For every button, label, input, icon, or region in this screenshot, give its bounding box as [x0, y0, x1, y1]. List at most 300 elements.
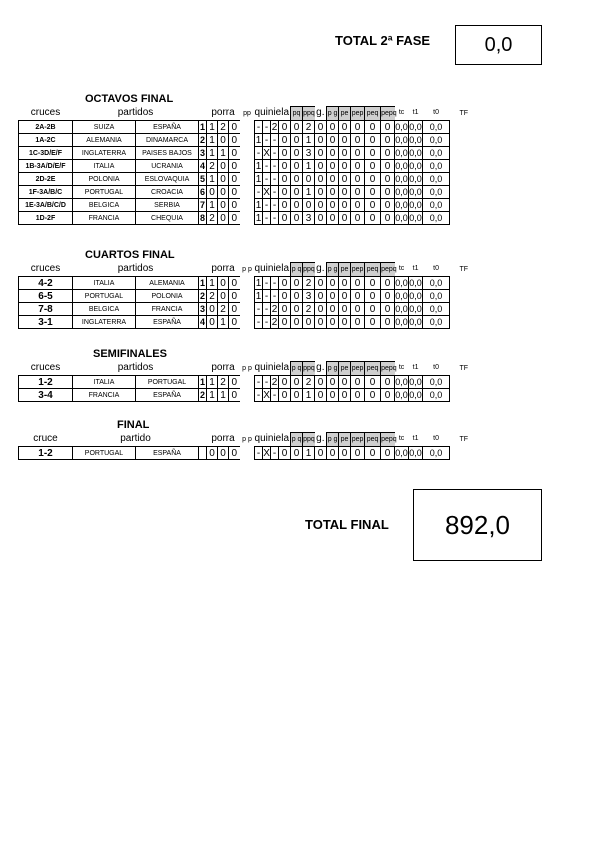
g-cell: 1 — [303, 134, 315, 147]
g-cell: 1 — [303, 186, 315, 199]
g-cell: 2 — [303, 121, 315, 134]
tc-cell: 0 — [381, 290, 395, 303]
table-row — [19, 376, 507, 389]
pp-cell: 0 — [229, 121, 240, 134]
quiniela-2: - — [271, 277, 279, 290]
quiniela-x: - — [263, 376, 271, 389]
gap-cell — [240, 316, 255, 329]
pep-cell: 0 — [339, 121, 351, 134]
ppq-cell: 0 — [291, 389, 303, 402]
quiniela-x: - — [263, 290, 271, 303]
cruce-cell: 2D-2E — [19, 173, 73, 186]
pe-cell: 0 — [327, 199, 339, 212]
ppq-cell: 0 — [291, 316, 303, 329]
col-g: g. — [316, 362, 325, 374]
t1-cell: 0,0 — [395, 121, 408, 132]
quiniela-1: - — [255, 316, 263, 329]
pg-cell: 0 — [315, 134, 327, 147]
porra-away: 1 — [218, 147, 229, 160]
team2-cell: ESPAÑA — [136, 389, 199, 402]
col-quiniela: quiniela — [254, 362, 290, 374]
t1-cell: 0,0 — [395, 447, 408, 458]
section-title: CUARTOS FINAL — [85, 249, 175, 261]
pq-cell: 0 — [279, 199, 291, 212]
t0-cell: 0,0 — [409, 186, 422, 197]
section-octavos — [18, 93, 507, 225]
tf-cell: 0,0 — [423, 147, 450, 160]
match-index: 7 — [200, 199, 206, 210]
quiniela-x: - — [263, 277, 271, 290]
t1-cell: 0,0 — [395, 212, 408, 223]
match-index: 3 — [200, 147, 206, 158]
g-cell: 3 — [303, 290, 315, 303]
team1-cell: FRANCIA — [73, 389, 136, 402]
col-pep: pep — [351, 362, 365, 376]
cruce-cell: 1E-3A/B/C/D — [19, 199, 73, 212]
pq-cell: 0 — [279, 290, 291, 303]
pg-cell: 0 — [315, 173, 327, 186]
col-tc: tc — [398, 435, 405, 443]
pg-cell: 0 — [315, 303, 327, 316]
quiniela-x: - — [263, 303, 271, 316]
t0-cell: 0,0 — [409, 160, 422, 171]
ppq-cell: 0 — [291, 447, 303, 460]
quiniela-1: - — [255, 303, 263, 316]
match-index: 5 — [200, 173, 206, 184]
pp-cell: 0 — [229, 277, 240, 290]
pg-cell: 0 — [315, 316, 327, 329]
pe-cell: 0 — [327, 186, 339, 199]
col-pepq: pepq — [381, 263, 395, 277]
t0-cell: 0,0 — [409, 277, 422, 288]
porra-away: 2 — [218, 303, 229, 316]
section-title: SEMIFINALES — [93, 348, 167, 360]
tf-cell: 0,0 — [423, 160, 450, 173]
t0-cell: 0,0 — [409, 376, 422, 387]
tc-cell: 0 — [381, 147, 395, 160]
cruce-cell: 1A-2C — [19, 134, 73, 147]
porra-away: 0 — [218, 134, 229, 147]
cruce-cell: 1-2 — [19, 376, 73, 389]
t1-cell: 0,0 — [395, 134, 408, 145]
ppq-cell: 0 — [291, 134, 303, 147]
col-pe: pe — [339, 107, 351, 121]
t0-cell: 0,0 — [409, 147, 422, 158]
tc-cell: 0 — [381, 303, 395, 316]
col-porra: porra — [211, 433, 235, 445]
g-cell: 2 — [303, 277, 315, 290]
team2-cell: PORTUGAL — [136, 376, 199, 389]
pp-cell: 0 — [229, 447, 240, 460]
team1-cell: SUIZA — [73, 121, 136, 134]
pp-cell: 0 — [229, 173, 240, 186]
porra-away: 0 — [218, 173, 229, 186]
total-final-value: 892,0 — [413, 489, 542, 561]
pepq-cell: 0 — [365, 121, 381, 134]
pg-cell: 0 — [315, 389, 327, 402]
quiniela-x: - — [263, 212, 271, 225]
pp-cell: 0 — [229, 290, 240, 303]
pp-cell: 0 — [229, 376, 240, 389]
pep-cell: 0 — [339, 277, 351, 290]
gap-cell — [240, 199, 255, 212]
col-pep: pep — [351, 263, 365, 277]
pep-cell: 0 — [339, 186, 351, 199]
team2-cell: ESPAÑA — [136, 447, 199, 460]
g-cell: 2 — [303, 376, 315, 389]
team2-cell: CHEQUIA — [136, 212, 199, 225]
peq-cell: 0 — [351, 277, 365, 290]
pepq-cell: 0 — [365, 277, 381, 290]
quiniela-x: - — [263, 316, 271, 329]
tf-cell: 0,0 — [423, 212, 450, 225]
pp-cell: 0 — [229, 147, 240, 160]
cruce-cell: 3-1 — [19, 316, 73, 329]
pep-cell: 0 — [339, 303, 351, 316]
g-cell: 1 — [303, 389, 315, 402]
gap-cell — [240, 447, 255, 460]
header-row — [19, 263, 507, 277]
quiniela-1: 1 — [255, 290, 262, 302]
col-idx-blank — [199, 107, 207, 121]
pq-cell: 0 — [279, 316, 291, 329]
tc-cell: 0 — [381, 376, 395, 389]
team2-cell: SERBIA — [136, 199, 199, 212]
porra-away: 1 — [218, 316, 229, 329]
tf-cell: 0,0 — [423, 389, 450, 402]
score-table — [18, 262, 507, 329]
t0-cell: 0,0 — [409, 389, 422, 400]
peq-cell: 0 — [351, 134, 365, 147]
pq-cell: 0 — [279, 186, 291, 199]
team2-cell: FRANCIA — [136, 303, 199, 316]
gap-cell — [240, 303, 255, 316]
t0-cell: 0,0 — [409, 316, 422, 327]
table-row — [19, 277, 507, 290]
gap-cell — [240, 389, 255, 402]
col-pepq: pepq — [381, 362, 395, 376]
col-partidos: partido — [120, 433, 151, 445]
ppq-cell: 0 — [291, 173, 303, 186]
pepq-cell: 0 — [365, 290, 381, 303]
col-pq: pq — [291, 107, 303, 121]
ppq-cell: 0 — [291, 376, 303, 389]
match-index: 1 — [200, 121, 206, 132]
col-pep: pep — [351, 433, 365, 447]
col-partidos: partidos — [117, 263, 154, 275]
t1-cell: 0,0 — [395, 160, 408, 171]
porra-home: 2 — [207, 290, 218, 303]
match-index: 4 — [200, 316, 206, 327]
t1-cell: 0,0 — [395, 199, 408, 210]
pq-cell: 0 — [279, 277, 291, 290]
pe-cell: 0 — [327, 160, 339, 173]
quiniela-1: 1 — [255, 134, 262, 146]
team1-cell: ALEMANIA — [73, 134, 136, 147]
pe-cell: 0 — [327, 134, 339, 147]
quiniela-1: 1 — [255, 199, 262, 211]
g-cell: 0 — [303, 173, 315, 186]
section-final — [18, 419, 507, 460]
pep-cell: 0 — [339, 199, 351, 212]
peq-cell: 0 — [351, 147, 365, 160]
col-porra: porra — [211, 362, 235, 374]
g-cell: 0 — [303, 199, 315, 212]
header-row — [19, 362, 507, 376]
col-ppq: ppq — [303, 107, 315, 121]
col-pe: pe — [339, 433, 351, 447]
section-title: OCTAVOS FINAL — [85, 93, 174, 105]
col-idx-blank — [199, 433, 207, 447]
quiniela-2: 2 — [271, 316, 278, 328]
pepq-cell: 0 — [365, 160, 381, 173]
pe-cell: 0 — [327, 447, 339, 460]
pp-cell: 0 — [229, 134, 240, 147]
col-porra: porra — [211, 107, 235, 119]
peq-cell: 0 — [351, 376, 365, 389]
pe-cell: 0 — [327, 173, 339, 186]
quiniela-1: - — [255, 121, 263, 134]
quiniela-2: - — [271, 134, 279, 147]
team1-cell: PORTUGAL — [73, 290, 136, 303]
table-row — [19, 147, 507, 160]
quiniela-1: 1 — [255, 173, 262, 185]
porra-home: 1 — [207, 173, 218, 186]
ppq-cell: 0 — [291, 121, 303, 134]
pq-cell: 0 — [279, 147, 291, 160]
peq-cell: 0 — [351, 290, 365, 303]
pep-cell: 0 — [339, 173, 351, 186]
col-t0: t0 — [433, 364, 439, 372]
g-cell: 0 — [303, 316, 315, 329]
quiniela-2: - — [271, 160, 279, 173]
col-ppq: ppq — [303, 362, 315, 376]
t0-cell: 0,0 — [409, 134, 422, 145]
gap-cell — [240, 376, 255, 389]
total-final-label: TOTAL FINAL — [305, 517, 389, 532]
quiniela-2: - — [271, 447, 279, 460]
team2-cell: PAISES BAJOS — [136, 147, 199, 160]
cruce-cell: 4-2 — [19, 277, 73, 290]
quiniela-2: - — [271, 173, 279, 186]
table-row — [19, 303, 507, 316]
quiniela-1: - — [255, 147, 263, 160]
t1-cell: 0,0 — [395, 277, 408, 288]
table-row — [19, 173, 507, 186]
col-t0: t0 — [433, 435, 439, 443]
porra-away: 0 — [218, 212, 229, 225]
pg-cell: 0 — [315, 160, 327, 173]
pepq-cell: 0 — [365, 316, 381, 329]
pp-cell: 0 — [229, 160, 240, 173]
team2-cell: UCRANIA — [136, 160, 199, 173]
porra-away: 0 — [218, 447, 229, 460]
quiniela-x: X — [263, 389, 270, 401]
col-g: g. — [316, 263, 325, 275]
tc-cell: 0 — [381, 160, 395, 173]
table-row — [19, 160, 507, 173]
col-pg: p g — [327, 263, 339, 277]
col-partidos: partidos — [117, 362, 154, 374]
quiniela-1: - — [255, 186, 263, 199]
quiniela-1: - — [255, 376, 263, 389]
cruce-cell: 3-4 — [19, 389, 73, 402]
cruce-cell: 1B-3A/D/E/F — [19, 160, 73, 173]
col-pp: p p — [242, 435, 252, 443]
pe-cell: 0 — [327, 376, 339, 389]
col-idx-blank — [199, 263, 207, 277]
col-tc: tc — [398, 265, 405, 273]
section-cuartos — [18, 249, 507, 329]
col-tc: tc — [398, 109, 405, 117]
pg-cell: 0 — [315, 447, 327, 460]
col-t1: t1 — [412, 265, 419, 273]
quiniela-1: 1 — [255, 160, 262, 172]
porra-away: 0 — [218, 160, 229, 173]
pep-cell: 0 — [339, 316, 351, 329]
pp-cell: 0 — [229, 199, 240, 212]
pe-cell: 0 — [327, 277, 339, 290]
tf-cell: 0,0 — [423, 186, 450, 199]
quiniela-2: - — [271, 186, 279, 199]
tc-cell: 0 — [381, 447, 395, 460]
tc-cell: 0 — [381, 389, 395, 402]
porra-home: 0 — [207, 316, 218, 329]
pg-cell: 0 — [315, 277, 327, 290]
pp-cell: 0 — [229, 316, 240, 329]
team1-cell: FRANCIA — [73, 212, 136, 225]
table-row — [19, 199, 507, 212]
section-semifinales — [18, 348, 507, 402]
team2-cell: POLONIA — [136, 290, 199, 303]
table-row — [19, 121, 507, 134]
ppq-cell: 0 — [291, 147, 303, 160]
g-cell: 3 — [303, 147, 315, 160]
porra-away: 1 — [218, 389, 229, 402]
t0-cell: 0,0 — [409, 212, 422, 223]
porra-home: 1 — [207, 134, 218, 147]
quiniela-1: - — [255, 447, 263, 460]
pg-cell: 0 — [315, 199, 327, 212]
col-quiniela: quiniela — [254, 263, 290, 275]
ppq-cell: 0 — [291, 186, 303, 199]
pq-cell: 0 — [279, 212, 291, 225]
cruce-cell: 6-5 — [19, 290, 73, 303]
gap-cell — [240, 160, 255, 173]
team1-cell: PORTUGAL — [73, 447, 136, 460]
t1-cell: 0,0 — [395, 316, 408, 327]
match-index: 2 — [200, 134, 206, 145]
porra-away: 2 — [218, 121, 229, 134]
pepq-cell: 0 — [365, 199, 381, 212]
pe-cell: 0 — [327, 303, 339, 316]
team1-cell: BELGICA — [73, 303, 136, 316]
match-index: 2 — [200, 389, 206, 400]
table-row — [19, 212, 507, 225]
pp-cell: 0 — [229, 186, 240, 199]
team2-cell: ALEMANIA — [136, 277, 199, 290]
col-pg: p g — [327, 107, 339, 121]
pg-cell: 0 — [315, 290, 327, 303]
quiniela-1: 1 — [255, 212, 262, 224]
t1-cell: 0,0 — [395, 290, 408, 301]
peq-cell: 0 — [351, 199, 365, 212]
team2-cell: CROACIA — [136, 186, 199, 199]
col-quiniela: quiniela — [254, 107, 290, 119]
pepq-cell: 0 — [365, 376, 381, 389]
pep-cell: 0 — [339, 290, 351, 303]
col-pg: p g — [327, 362, 339, 376]
porra-away: 2 — [218, 376, 229, 389]
col-t1: t1 — [412, 435, 419, 443]
pe-cell: 0 — [327, 212, 339, 225]
porra-home: 1 — [207, 199, 218, 212]
quiniela-1: 1 — [255, 277, 262, 289]
pp-cell: 0 — [229, 303, 240, 316]
team2-cell: ESPAÑA — [136, 316, 199, 329]
col-peq: peq — [365, 362, 381, 376]
col-g: g. — [316, 433, 325, 445]
ppq-cell: 0 — [291, 290, 303, 303]
porra-away: 0 — [218, 186, 229, 199]
tc-cell: 0 — [381, 316, 395, 329]
table-row — [19, 447, 507, 460]
peq-cell: 0 — [351, 121, 365, 134]
match-index: 8 — [200, 212, 206, 223]
quiniela-x: - — [263, 134, 271, 147]
table-row — [19, 389, 507, 402]
team1-cell: PORTUGAL — [73, 186, 136, 199]
pg-cell: 0 — [315, 212, 327, 225]
cruce-cell: 2A-2B — [19, 121, 73, 134]
porra-home: 1 — [207, 121, 218, 134]
pep-cell: 0 — [339, 389, 351, 402]
total-2a-fase-label: TOTAL 2ª FASE — [335, 33, 431, 48]
col-tf: TF — [459, 265, 469, 273]
pepq-cell: 0 — [365, 147, 381, 160]
pg-cell: 0 — [315, 147, 327, 160]
col-cruces: cruce — [33, 433, 58, 445]
tc-cell: 0 — [381, 199, 395, 212]
gap-cell — [240, 277, 255, 290]
gap-cell — [240, 290, 255, 303]
tf-cell: 0,0 — [423, 134, 450, 147]
col-cruces: cruces — [30, 362, 61, 374]
col-pepq: pepq — [381, 433, 395, 447]
team2-cell: DINAMARCA — [136, 134, 199, 147]
pepq-cell: 0 — [365, 212, 381, 225]
ppq-cell: 0 — [291, 199, 303, 212]
pe-cell: 0 — [327, 290, 339, 303]
quiniela-x: X — [263, 186, 270, 198]
tf-cell: 0,0 — [423, 303, 450, 316]
pepq-cell: 0 — [365, 186, 381, 199]
pe-cell: 0 — [327, 389, 339, 402]
t0-cell: 0,0 — [409, 121, 422, 132]
col-tc: tc — [398, 364, 405, 372]
g-cell: 3 — [303, 212, 315, 225]
table-row — [19, 186, 507, 199]
col-ppq: ppq — [303, 263, 315, 277]
quiniela-2: - — [271, 212, 279, 225]
tf-cell: 0,0 — [423, 199, 450, 212]
porra-home: 0 — [207, 303, 218, 316]
col-g: g. — [316, 107, 325, 119]
quiniela-2: - — [271, 389, 279, 402]
team1-cell: POLONIA — [73, 173, 136, 186]
porra-home: 2 — [207, 212, 218, 225]
cruce-cell: 1C-3D/E/F — [19, 147, 73, 160]
